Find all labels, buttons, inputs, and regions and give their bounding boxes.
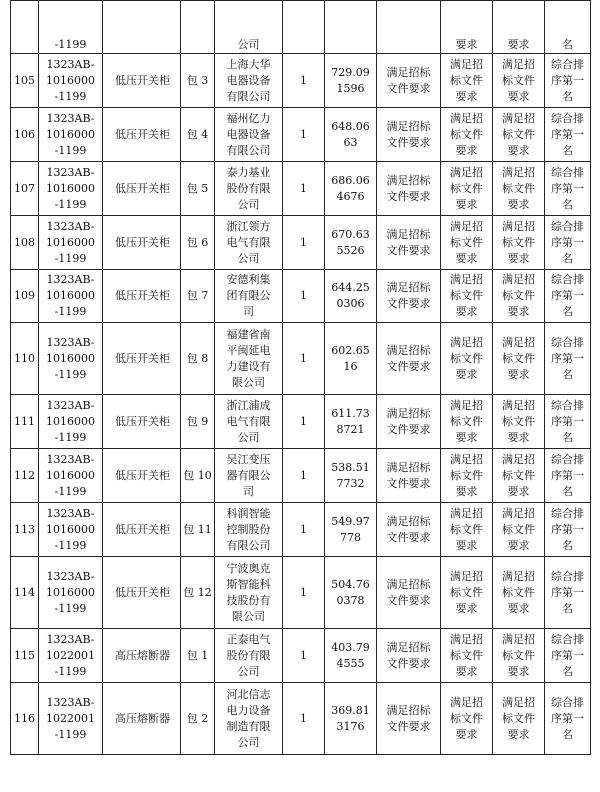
cell-name: 高压熔断器: [103, 683, 181, 755]
cell-price: 602.65 16: [325, 323, 377, 395]
cell-response: 满足招标 文件要求: [377, 162, 441, 216]
table-row: [11, 216, 591, 270]
cell-price: 648.06 63: [325, 108, 377, 162]
cell-supplier: 泰力基业 股份有限 公司: [215, 162, 283, 216]
cell-review: 满足招 标文件 要求: [493, 683, 545, 755]
cell-rank: 综合排 序第一 名: [545, 54, 591, 108]
cell-price: 538.51 7732: [325, 449, 377, 503]
cell-price: 504.76 0378: [325, 557, 377, 629]
cell-supplier: 公司: [215, 1, 283, 54]
cell-rank: 综合排 序第一 名: [545, 503, 591, 557]
cell-review: 满足招 标文件 要求: [493, 503, 545, 557]
cell-review: 满足招 标文件 要求: [441, 629, 493, 683]
cell-response: 满足招标 文件要求: [377, 323, 441, 395]
cell-rank: 综合排 序第一 名: [545, 270, 591, 323]
cell-name: 低压开关柜: [103, 395, 181, 449]
cell-code: 1323AB- 1016000 -1199: [39, 162, 103, 216]
table-row: [11, 449, 591, 503]
cell-rank: 名: [545, 1, 591, 54]
cell-code: -1199: [39, 1, 103, 54]
cell-package: 包 12: [181, 557, 215, 629]
cell-review: 满足招 标文件 要求: [493, 216, 545, 270]
cell-review: 满足招 标文件 要求: [441, 108, 493, 162]
cell-rank: 综合排 序第一 名: [545, 683, 591, 755]
cell-package: 包 5: [181, 162, 215, 216]
cell-no: 106: [11, 108, 39, 162]
cell-supplier: 河北信志 电力设备 制造有限 公司: [215, 683, 283, 755]
cell-review: 满足招 标文件 要求: [493, 629, 545, 683]
cell-package: 包 1: [181, 629, 215, 683]
cell-code: 1323AB- 1016000 -1199: [39, 557, 103, 629]
cell-code: 1323AB- 1016000 -1199: [39, 270, 103, 323]
cell-price: 369.81 3176: [325, 683, 377, 755]
cell-response: 满足招标 文件要求: [377, 683, 441, 755]
cell-qty: 1: [283, 108, 325, 162]
cell-qty: 1: [283, 162, 325, 216]
cell-code: 1323AB- 1016000 -1199: [39, 108, 103, 162]
cell-name: 高压熔断器: [103, 629, 181, 683]
cell-rank: 综合排 序第一 名: [545, 557, 591, 629]
cell-supplier: 浙江浦成 电气有限 公司: [215, 395, 283, 449]
table-row: [11, 108, 591, 162]
cell-code: 1323AB- 1016000 -1199: [39, 54, 103, 108]
cell-name: 低压开关柜: [103, 54, 181, 108]
cell-package: 包 10: [181, 449, 215, 503]
cell-no: 114: [11, 557, 39, 629]
cell-package: 包 4: [181, 108, 215, 162]
cell-supplier: 宁波奥克 斯智能科 技股份有 限公司: [215, 557, 283, 629]
cell-rank: 综合排 序第一 名: [545, 395, 591, 449]
cell-review: 要求: [493, 1, 545, 54]
cell-response: 满足招标 文件要求: [377, 557, 441, 629]
cell-response: 满足招标 文件要求: [377, 395, 441, 449]
cell-code: 1323AB- 1016000 -1199: [39, 323, 103, 395]
cell-price: 686.06 4676: [325, 162, 377, 216]
cell-qty: 1: [283, 216, 325, 270]
cell-package: 包 7: [181, 270, 215, 323]
cell-response: 满足招标 文件要求: [377, 108, 441, 162]
cell-qty: 1: [283, 270, 325, 323]
cell-name: 低压开关柜: [103, 449, 181, 503]
cell-price: 611.73 8721: [325, 395, 377, 449]
cell-supplier: 科润智能 控制股份 有限公司: [215, 503, 283, 557]
cell-name: 低压开关柜: [103, 108, 181, 162]
cell-no: 109: [11, 270, 39, 323]
cell-price: 644.25 0306: [325, 270, 377, 323]
cell-package: 包 8: [181, 323, 215, 395]
cell-package: 包 9: [181, 395, 215, 449]
cell-name: 低压开关柜: [103, 557, 181, 629]
cell-qty: 1: [283, 323, 325, 395]
cell-qty: 1: [283, 54, 325, 108]
cell-review: 满足招 标文件 要求: [493, 323, 545, 395]
cell-no: 110: [11, 323, 39, 395]
cell-rank: 综合排 序第一 名: [545, 449, 591, 503]
cell-response: 满足招标 文件要求: [377, 216, 441, 270]
table-row: [11, 629, 591, 683]
cell-no: 116: [11, 683, 39, 755]
cell-package: 包 3: [181, 54, 215, 108]
cell-rank: 综合排 序第一 名: [545, 323, 591, 395]
cell-price: 403.79 4555: [325, 629, 377, 683]
cell-package: 包 6: [181, 216, 215, 270]
cell-response: 满足招标 文件要求: [377, 449, 441, 503]
cell-response: 满足招标 文件要求: [377, 629, 441, 683]
cell-qty: 1: [283, 449, 325, 503]
cell-review: 满足招 标文件 要求: [493, 54, 545, 108]
cell-package: 包 11: [181, 503, 215, 557]
cell-no: 113: [11, 503, 39, 557]
table-row: [11, 323, 591, 395]
award-table: [10, 0, 591, 755]
cell-name: 低压开关柜: [103, 216, 181, 270]
cell-code: 1323AB- 1016000 -1199: [39, 449, 103, 503]
cell-review: 满足招 标文件 要求: [441, 216, 493, 270]
cell-name: 低压开关柜: [103, 270, 181, 323]
cell-name: 低压开关柜: [103, 323, 181, 395]
cell-no: 111: [11, 395, 39, 449]
cell-code: 1323AB- 1016000 -1199: [39, 216, 103, 270]
table-row-partial: [11, 1, 591, 54]
cell-response: 满足招标 文件要求: [377, 270, 441, 323]
cell-qty: 1: [283, 395, 325, 449]
cell-response: 满足招标 文件要求: [377, 54, 441, 108]
cell-code: 1323AB- 1022001 -1199: [39, 683, 103, 755]
cell-review: 满足招 标文件 要求: [441, 557, 493, 629]
cell-review: 满足招 标文件 要求: [493, 449, 545, 503]
cell-review: 满足招 标文件 要求: [493, 557, 545, 629]
cell-supplier: 福州亿力 电器设备 有限公司: [215, 108, 283, 162]
cell-qty: 1: [283, 557, 325, 629]
cell-review: 满足招 标文件 要求: [493, 162, 545, 216]
cell-name: 低压开关柜: [103, 503, 181, 557]
cell-review: 满足招 标文件 要求: [441, 323, 493, 395]
cell-supplier: 吴江变压 器有限公 司: [215, 449, 283, 503]
cell-no: 115: [11, 629, 39, 683]
table-row: [11, 270, 591, 323]
cell-code: 1323AB- 1022001 -1199: [39, 629, 103, 683]
cell-price: 549.97 778: [325, 503, 377, 557]
cell-supplier: 正泰电气 股份有限 公司: [215, 629, 283, 683]
cell-review: 要求: [441, 1, 493, 54]
table-row: [11, 395, 591, 449]
cell-code: 1323AB- 1016000 -1199: [39, 503, 103, 557]
cell-review: 满足招 标文件 要求: [441, 395, 493, 449]
cell-response: 满足招标 文件要求: [377, 503, 441, 557]
cell-review: 满足招 标文件 要求: [441, 162, 493, 216]
table-row: [11, 162, 591, 216]
cell-qty: 1: [283, 503, 325, 557]
table-row: [11, 503, 591, 557]
cell-supplier: 福建省南 平闽延电 力建设有 限公司: [215, 323, 283, 395]
cell-qty: 1: [283, 683, 325, 755]
cell-package: 包 2: [181, 683, 215, 755]
table-row: [11, 557, 591, 629]
cell-no: 108: [11, 216, 39, 270]
cell-name: 低压开关柜: [103, 162, 181, 216]
cell-no: 112: [11, 449, 39, 503]
cell-price: 729.09 1596: [325, 54, 377, 108]
cell-supplier: 浙江领方 电气有限 公司: [215, 216, 283, 270]
cell-rank: 综合排 序第一 名: [545, 629, 591, 683]
cell-review: 满足招 标文件 要求: [493, 108, 545, 162]
cell-review: 满足招 标文件 要求: [441, 54, 493, 108]
cell-supplier: 安德利集 团有限公 司: [215, 270, 283, 323]
cell-code: 1323AB- 1016000 -1199: [39, 395, 103, 449]
cell-qty: 1: [283, 629, 325, 683]
cell-review: 满足招 标文件 要求: [441, 270, 493, 323]
cell-review: 满足招 标文件 要求: [441, 449, 493, 503]
table-row: [11, 54, 591, 108]
cell-review: 满足招 标文件 要求: [493, 270, 545, 323]
cell-supplier: 上海大华 电器设备 有限公司: [215, 54, 283, 108]
cell-rank: 综合排 序第一 名: [545, 162, 591, 216]
cell-review: 满足招 标文件 要求: [493, 395, 545, 449]
cell-no: 105: [11, 54, 39, 108]
cell-rank: 综合排 序第一 名: [545, 216, 591, 270]
cell-no: 107: [11, 162, 39, 216]
cell-price: 670.63 5526: [325, 216, 377, 270]
cell-review: 满足招 标文件 要求: [441, 683, 493, 755]
cell-review: 满足招 标文件 要求: [441, 503, 493, 557]
cell-rank: 综合排 序第一 名: [545, 108, 591, 162]
table-row: [11, 683, 591, 755]
